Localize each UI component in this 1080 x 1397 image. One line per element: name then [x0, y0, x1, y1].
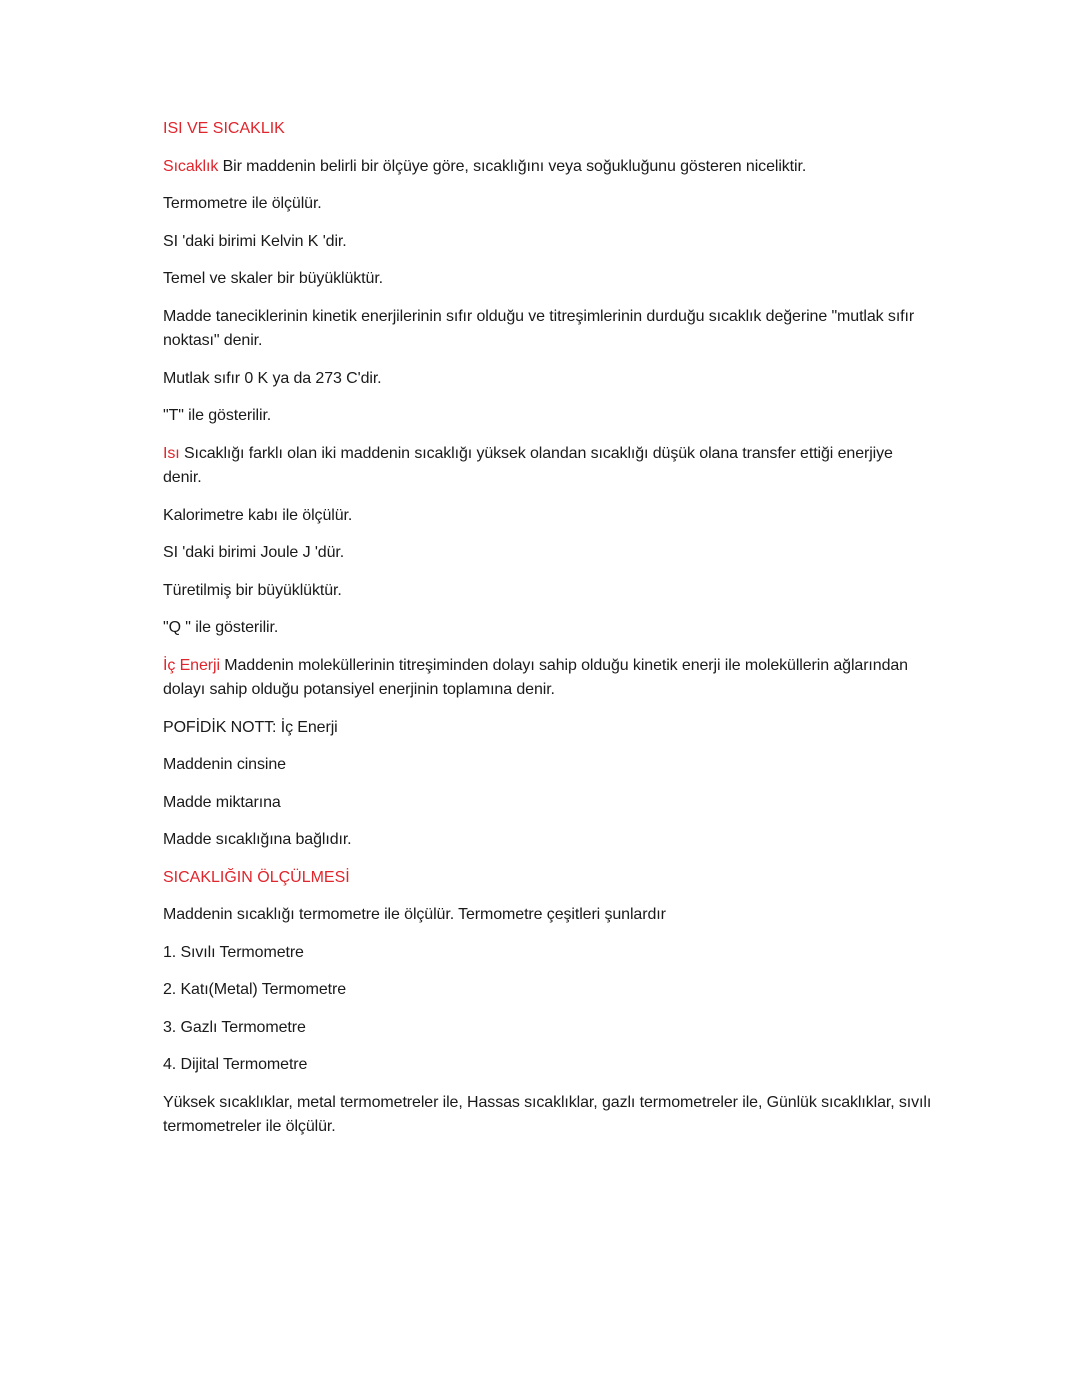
paragraph: Mutlak sıfır 0 K ya da 273 C'dir. — [163, 369, 382, 387]
list-item: 4. Dijital Termometre — [163, 1056, 308, 1073]
term-sicaklik: Sıcaklık — [163, 157, 219, 175]
paragraph: "T" ile gösterilir. — [163, 407, 272, 424]
note-heading: POFİDİK NOTT: İç Enerji — [163, 718, 338, 736]
paragraph: Madde miktarına — [163, 793, 281, 811]
list-item: 3. Gazlı Termometre — [163, 1018, 306, 1036]
section-heading-sicakligin-olculmesi: SICAKLIĞIN ÖLÇÜLMESİ — [163, 868, 350, 886]
paragraph: Türetilmiş bir büyüklüktür. — [163, 581, 342, 599]
definition-isi — [163, 442, 933, 491]
paragraph: "Q " ile gösterilir. — [163, 619, 279, 636]
definition-sicaklik — [163, 155, 933, 180]
paragraph: Madde taneciklerinin kinetik enerjilerinin sıfır olduğu ve titreşimlerinin durduğu sıcaklık değerine "mutlak sıfır noktası" denir. — [163, 307, 915, 349]
paragraph: SI 'daki birimi Joule J 'dür. — [163, 544, 345, 561]
paragraph: Maddenin sıcaklığı termometre ile ölçülür. Termometre çeşitleri şunlardır — [163, 906, 666, 923]
section-heading-isi-ve-sicaklik: ISI VE SICAKLIK — [163, 120, 285, 137]
definition-text: Sıcaklığı farklı olan iki maddenin sıcaklığı yüksek olandan sıcaklığı düşük olana transfer ettiği enerjiye denir. — [163, 444, 893, 486]
definition-text: Bir maddenin belirli bir ölçüye göre, sıcaklığını veya soğukluğunu gösteren niceliktir. — [218, 157, 807, 175]
paragraph: Maddenin cinsine — [163, 756, 286, 773]
paragraph: Madde sıcaklığına bağlıdır. — [163, 831, 352, 848]
definition-ic-enerji — [163, 654, 933, 703]
list-item: 1. Sıvılı Termometre — [163, 943, 304, 961]
paragraph: Termometre ile ölçülür. — [163, 195, 322, 212]
paragraph: Kalorimetre kabı ile ölçülür. — [163, 506, 353, 524]
definition-text: Maddenin moleküllerinin titreşiminden dolayı sahip olduğu kinetik enerji ile moleküllerin ağlarından dolayı sahip olduğu potansiyel enerjinin toplamına denir. — [163, 656, 908, 698]
term-ic-enerji: İç Enerji — [163, 656, 220, 674]
document-body — [163, 117, 933, 1153]
paragraph: Temel ve skaler bir büyüklüktür. — [163, 270, 384, 287]
list-item: 2. Katı(Metal) Termometre — [163, 981, 347, 998]
term-isi: Isı — [163, 444, 180, 462]
paragraph: SI 'daki birimi Kelvin K 'dir. — [163, 232, 347, 250]
paragraph: Yüksek sıcaklıklar, metal termometreler ile, Hassas sıcaklıklar, gazlı termometreler ile, Günlük sıcaklıklar, sıvılı termometreler ile ölçülür. — [163, 1093, 932, 1135]
